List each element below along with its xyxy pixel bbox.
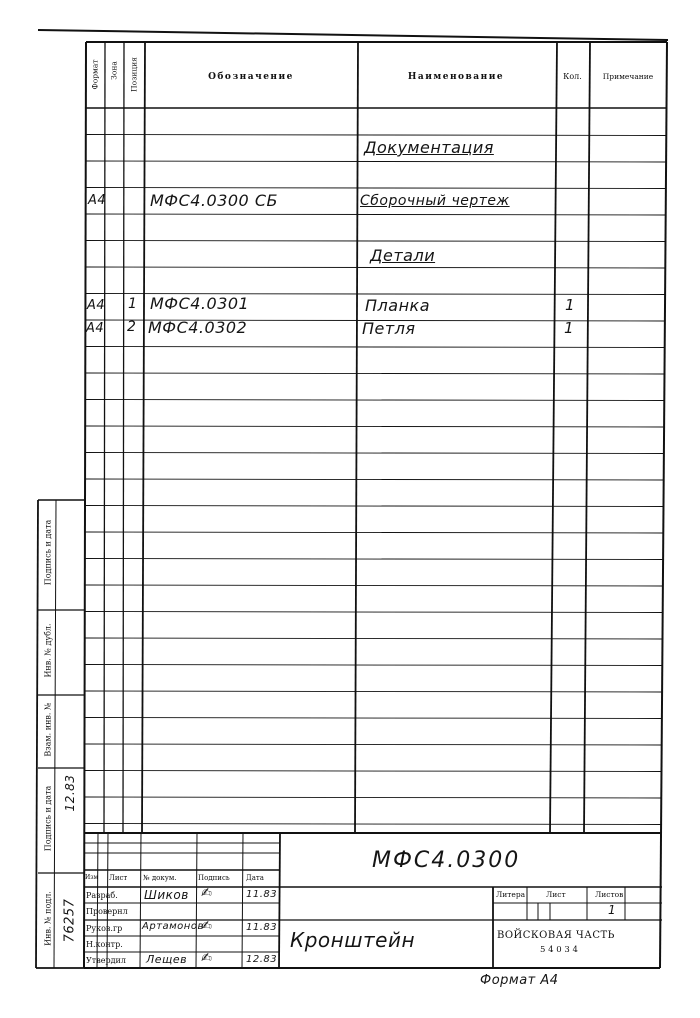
signature-icon: ✍ (201, 951, 213, 966)
side-sign-date-label-2: Подпись и дата (43, 785, 53, 852)
side-inv-podl-label: Инв. № подл. (43, 891, 53, 946)
row-line (85, 347, 664, 348)
row-qty: 1 (565, 296, 576, 314)
row-line (85, 612, 663, 613)
row-line (86, 161, 666, 162)
row-line (85, 585, 663, 586)
header-position: Позиция (129, 57, 139, 92)
tb-surname: Артамонов (142, 921, 204, 932)
tb-role: Н.контр. (86, 940, 123, 949)
tb-sheet-label: Лист (546, 890, 566, 899)
row-line (85, 453, 664, 454)
row-line (84, 691, 662, 692)
tb-role: Разраб. (86, 891, 118, 900)
row-designation: МФС4.0302 (148, 318, 248, 337)
row-name: Планка (365, 296, 430, 315)
row-line (85, 506, 663, 507)
row-line (85, 479, 663, 480)
tb-litera-label: Литера (496, 890, 526, 899)
row-line (85, 638, 663, 639)
row-line (86, 267, 665, 268)
tb-date: 12.83 (246, 954, 278, 965)
tb-sheets-label: Листов (595, 890, 624, 899)
side-date-value: 12.83 (63, 774, 77, 812)
document-title: Кронштейн (290, 928, 416, 952)
header-note: Примечание (602, 72, 654, 81)
row-line (85, 373, 664, 374)
format-label: Формат А4 (480, 973, 559, 988)
row-position: 1 (128, 296, 138, 312)
row-line (85, 532, 663, 533)
header-name: Наименование (407, 72, 505, 82)
tb-role: Утвердил (86, 956, 126, 965)
header-format: Формат (90, 59, 100, 90)
side-inv-dubl-label: Инв. № дубл. (43, 623, 53, 678)
side-vzam-inv-label: Взам. инв. № (43, 702, 53, 757)
tb-role: Провернл (86, 907, 128, 916)
row-line (86, 214, 666, 215)
header-qty: Кол. (563, 72, 582, 81)
row-line (84, 771, 661, 772)
document-code: МФС4.0300 (372, 848, 521, 873)
row-line (84, 718, 661, 719)
tb-col-data: Дата (246, 874, 264, 882)
row-position: 2 (127, 319, 137, 335)
row-line (86, 135, 666, 136)
tb-col-izm: Изм (85, 874, 99, 881)
tb-sheets-value: 1 (608, 903, 617, 917)
tb-unit-number: 5 4 0 3 4 (540, 945, 578, 955)
row-line (85, 400, 664, 401)
header-designation: Обозначение (208, 72, 294, 82)
row-name-parts: Детали (370, 246, 436, 265)
row-name-documentation: Документация (364, 138, 494, 157)
row-format: А4 (88, 193, 107, 208)
row-name: Петля (362, 319, 416, 338)
row-line (84, 824, 661, 825)
tb-col-ndokum: № докум. (143, 874, 177, 882)
side-sign-date-label: Подпись и дата (43, 519, 53, 586)
side-inv-podl-value: 76257 (62, 898, 78, 943)
header-zone: Зона (109, 61, 119, 80)
signature-icon: ✍ (201, 886, 213, 901)
row-line (85, 559, 663, 560)
row-format: А4 (87, 298, 106, 313)
tb-date: 11.83 (246, 889, 278, 900)
tb-surname: Лещев (146, 953, 188, 966)
tb-col-podp: Подпись (198, 874, 230, 882)
tb-surname: Шиков (144, 888, 189, 902)
row-line (84, 744, 661, 745)
row-line (86, 188, 666, 189)
tb-organization: ВОЙСКОВАЯ ЧАСТЬ (497, 930, 615, 941)
tb-col-list: Лист (109, 874, 128, 882)
row-line (84, 797, 661, 798)
row-designation: МФС4.0300 СБ (150, 191, 278, 210)
tb-date: 11.83 (246, 922, 278, 933)
row-format: А4 (86, 321, 105, 336)
signature-icon: ✍ (201, 919, 213, 934)
row-line (85, 426, 664, 427)
row-qty: 1 (564, 319, 575, 337)
row-line (84, 665, 662, 666)
row-name-assembly-drawing: Сборочный чертеж (360, 193, 510, 209)
tb-role: Руков.гр (86, 924, 123, 933)
row-line (86, 241, 665, 242)
row-designation: МФС4.0301 (150, 294, 250, 313)
